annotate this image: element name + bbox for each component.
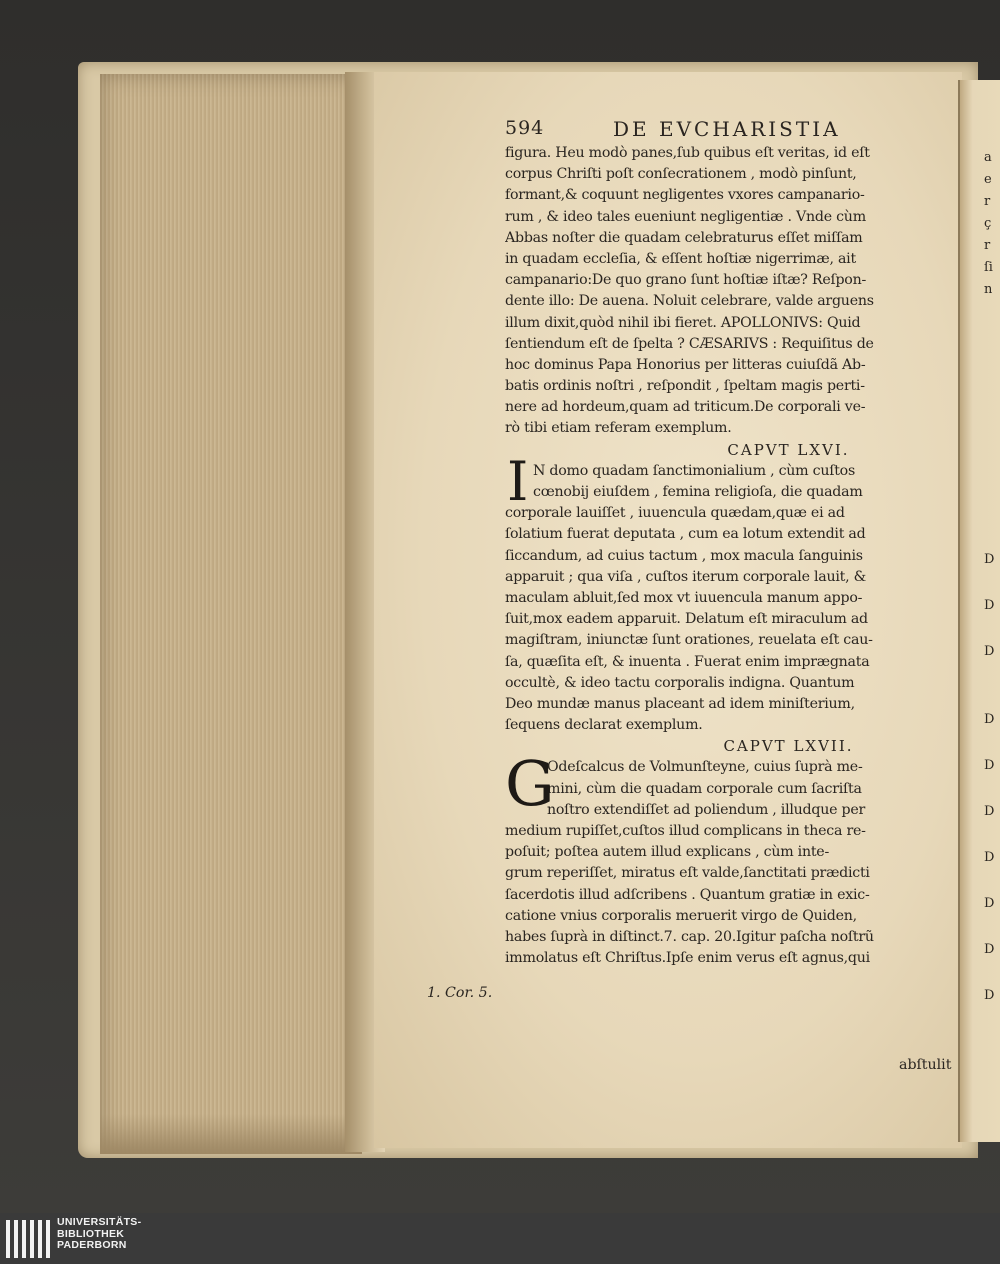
margin-note: 1. Cor. 5. [427,985,493,1001]
text-line: magiſtram, iniunctæ ſunt orationes, reuelata eſt cau- [505,632,873,649]
text-line: occultè, & ideo tactu corporalis indigna. Quantum [505,674,855,691]
page-number: 594 [505,117,545,139]
text-line: corporale lauiſſet , iuuencula quædam,quæ ei ad [505,505,845,522]
text-line: immolatus eſt Chriſtus.Ipſe enim verus eſt agnus,qui [505,950,870,967]
next-page-letter: D [984,758,995,773]
text-line: hoc dominus Papa Honorius per litteras cuiuſdã Ab- [505,356,866,373]
next-page-letter: D [984,942,995,957]
text-line: mini, cùm die quadam corporale cum ſacriſta [547,780,862,797]
next-page-letter: D [984,804,995,819]
chapter-67-text [505,747,952,969]
library-logo-icon [6,1220,50,1258]
text-line: illum dixit,quòd nihil ibi fieret. APOLLONIVS: Quid [505,314,861,331]
text-line: Deo mundæ manus placeant ad idem miniſterium, [505,695,855,712]
text-line: Abbas noſter die quadam celebraturus eſſet miſſam [505,229,863,246]
text-line: catione vnius corporalis meruerit virgo de Quiden, [505,907,857,924]
text-line: ſiccandum, ad cuius tactum , mox macula ſanguinis [505,547,863,564]
text-line: corpus Chriſti poſt conſecrationem , modò pinſunt, [505,166,857,183]
next-page-letter: e [984,172,992,187]
text-line: poſuit; poſtea autem illud explicans , cùm inte- [505,844,829,861]
text-line: campanario:De quo grano ſunt hoſtiæ iſtæ? Reſpon- [505,272,867,289]
text-line: rum , & ideo tales eueniunt negligentiæ . Vnde cùm [505,208,866,225]
library-name-line: PADERBORN [57,1239,127,1251]
text-line: rò tibi etiam referam exemplum. [505,420,732,437]
text-line: ſuit,mox eadem apparuit. Delatum eſt miraculum ad [505,611,868,628]
text-line: figura. Heu modò panes,ſub quibus eſt veritas, id eſt [505,145,870,161]
text-line: medium rupiſſet,cuſtos illud complicans in theca re- [505,823,866,839]
page-header [505,117,945,141]
chapter-heading: CAPVT LXVI. [727,440,850,459]
drop-initial: I [507,449,529,513]
text-line: ſolatium fuerat deputata , cum ea lotum extendit ad [505,526,866,543]
next-page-letter: D [984,712,995,727]
text-line: maculam abluit,ſed mox vt iuuencula manum appo- [505,589,863,606]
text-line: grum reperiſſet, miratus eſt valde,ſanctitati prædicti [505,865,870,882]
chapter-heading: CAPVT LXVII. [723,737,854,756]
next-page-letter: D [984,644,995,659]
text-line: ſentiendum eſt de ſpelta ? CÆSARIVS : Requiſitus de [505,335,874,352]
next-page-letter: D [984,988,995,1003]
next-page-letter: ſi [984,260,993,275]
library-name [57,1217,141,1252]
page-body [505,143,952,969]
text-line: in quadam eccleſia, & eſſent hoſtiæ nigerrimæ, ait [505,250,856,267]
catchword: abſtulit [899,1057,952,1073]
next-page-letter: r [984,238,991,253]
next-page-letter: D [984,552,995,567]
text-line: formant,& coquunt negligentes vxores campanario- [505,187,865,204]
text-line: apparuit ; qua viſa , cuſtos iterum corporale lauit, & [505,568,867,585]
text-line: cœnobij eiuſdem , femina religioſa, die quadam [533,484,863,500]
text-line: ſa, quæſita eſt, & inuenta . Fuerat enim imprægnata [505,653,870,670]
next-page-letter: n [984,282,993,297]
next-page-letter: r [984,194,991,209]
text-line: Odeſcalcus de Volmunſteyne, cuius ſuprà me- [547,759,863,776]
page-edges [100,74,362,1154]
next-page-letter: ç [984,216,992,231]
text-line: batis ordinis noſtri , reſpondit , ſpeltam magis perti- [505,378,865,395]
next-page-letter: D [984,598,995,613]
next-page-letter: a [984,150,992,165]
text-line: habes ſuprà in diſtinct.7. cap. 20.Igitur paſcha noſtrũ [505,928,874,945]
text-line: dente illo: De auena. Noluit celebrare, valde arguens [505,293,874,310]
next-page-letter: D [984,896,995,911]
text-line: ſequens declarat exemplum. [505,717,703,734]
drop-initial: G [505,747,555,821]
text-line: nere ad hordeum,quam ad triticum.De corporali ve- [505,399,866,416]
footer-bar [0,1213,1000,1264]
running-title: DE EVCHARISTIA [613,117,841,141]
text-line: noſtro extendiſſet ad poliendum , illudque per [547,801,866,818]
library-name-line: BIBLIOTHEK [57,1227,125,1240]
library-name-line: UNIVERSITÄTS- [57,1216,142,1228]
text-line: ſacerdotis illud adſcribens . Quantum gratiæ in exic- [505,886,870,903]
next-page-letter: D [984,850,995,865]
text-line: N domo quadam ſanctimonialium , cùm cuſtos [533,462,855,479]
